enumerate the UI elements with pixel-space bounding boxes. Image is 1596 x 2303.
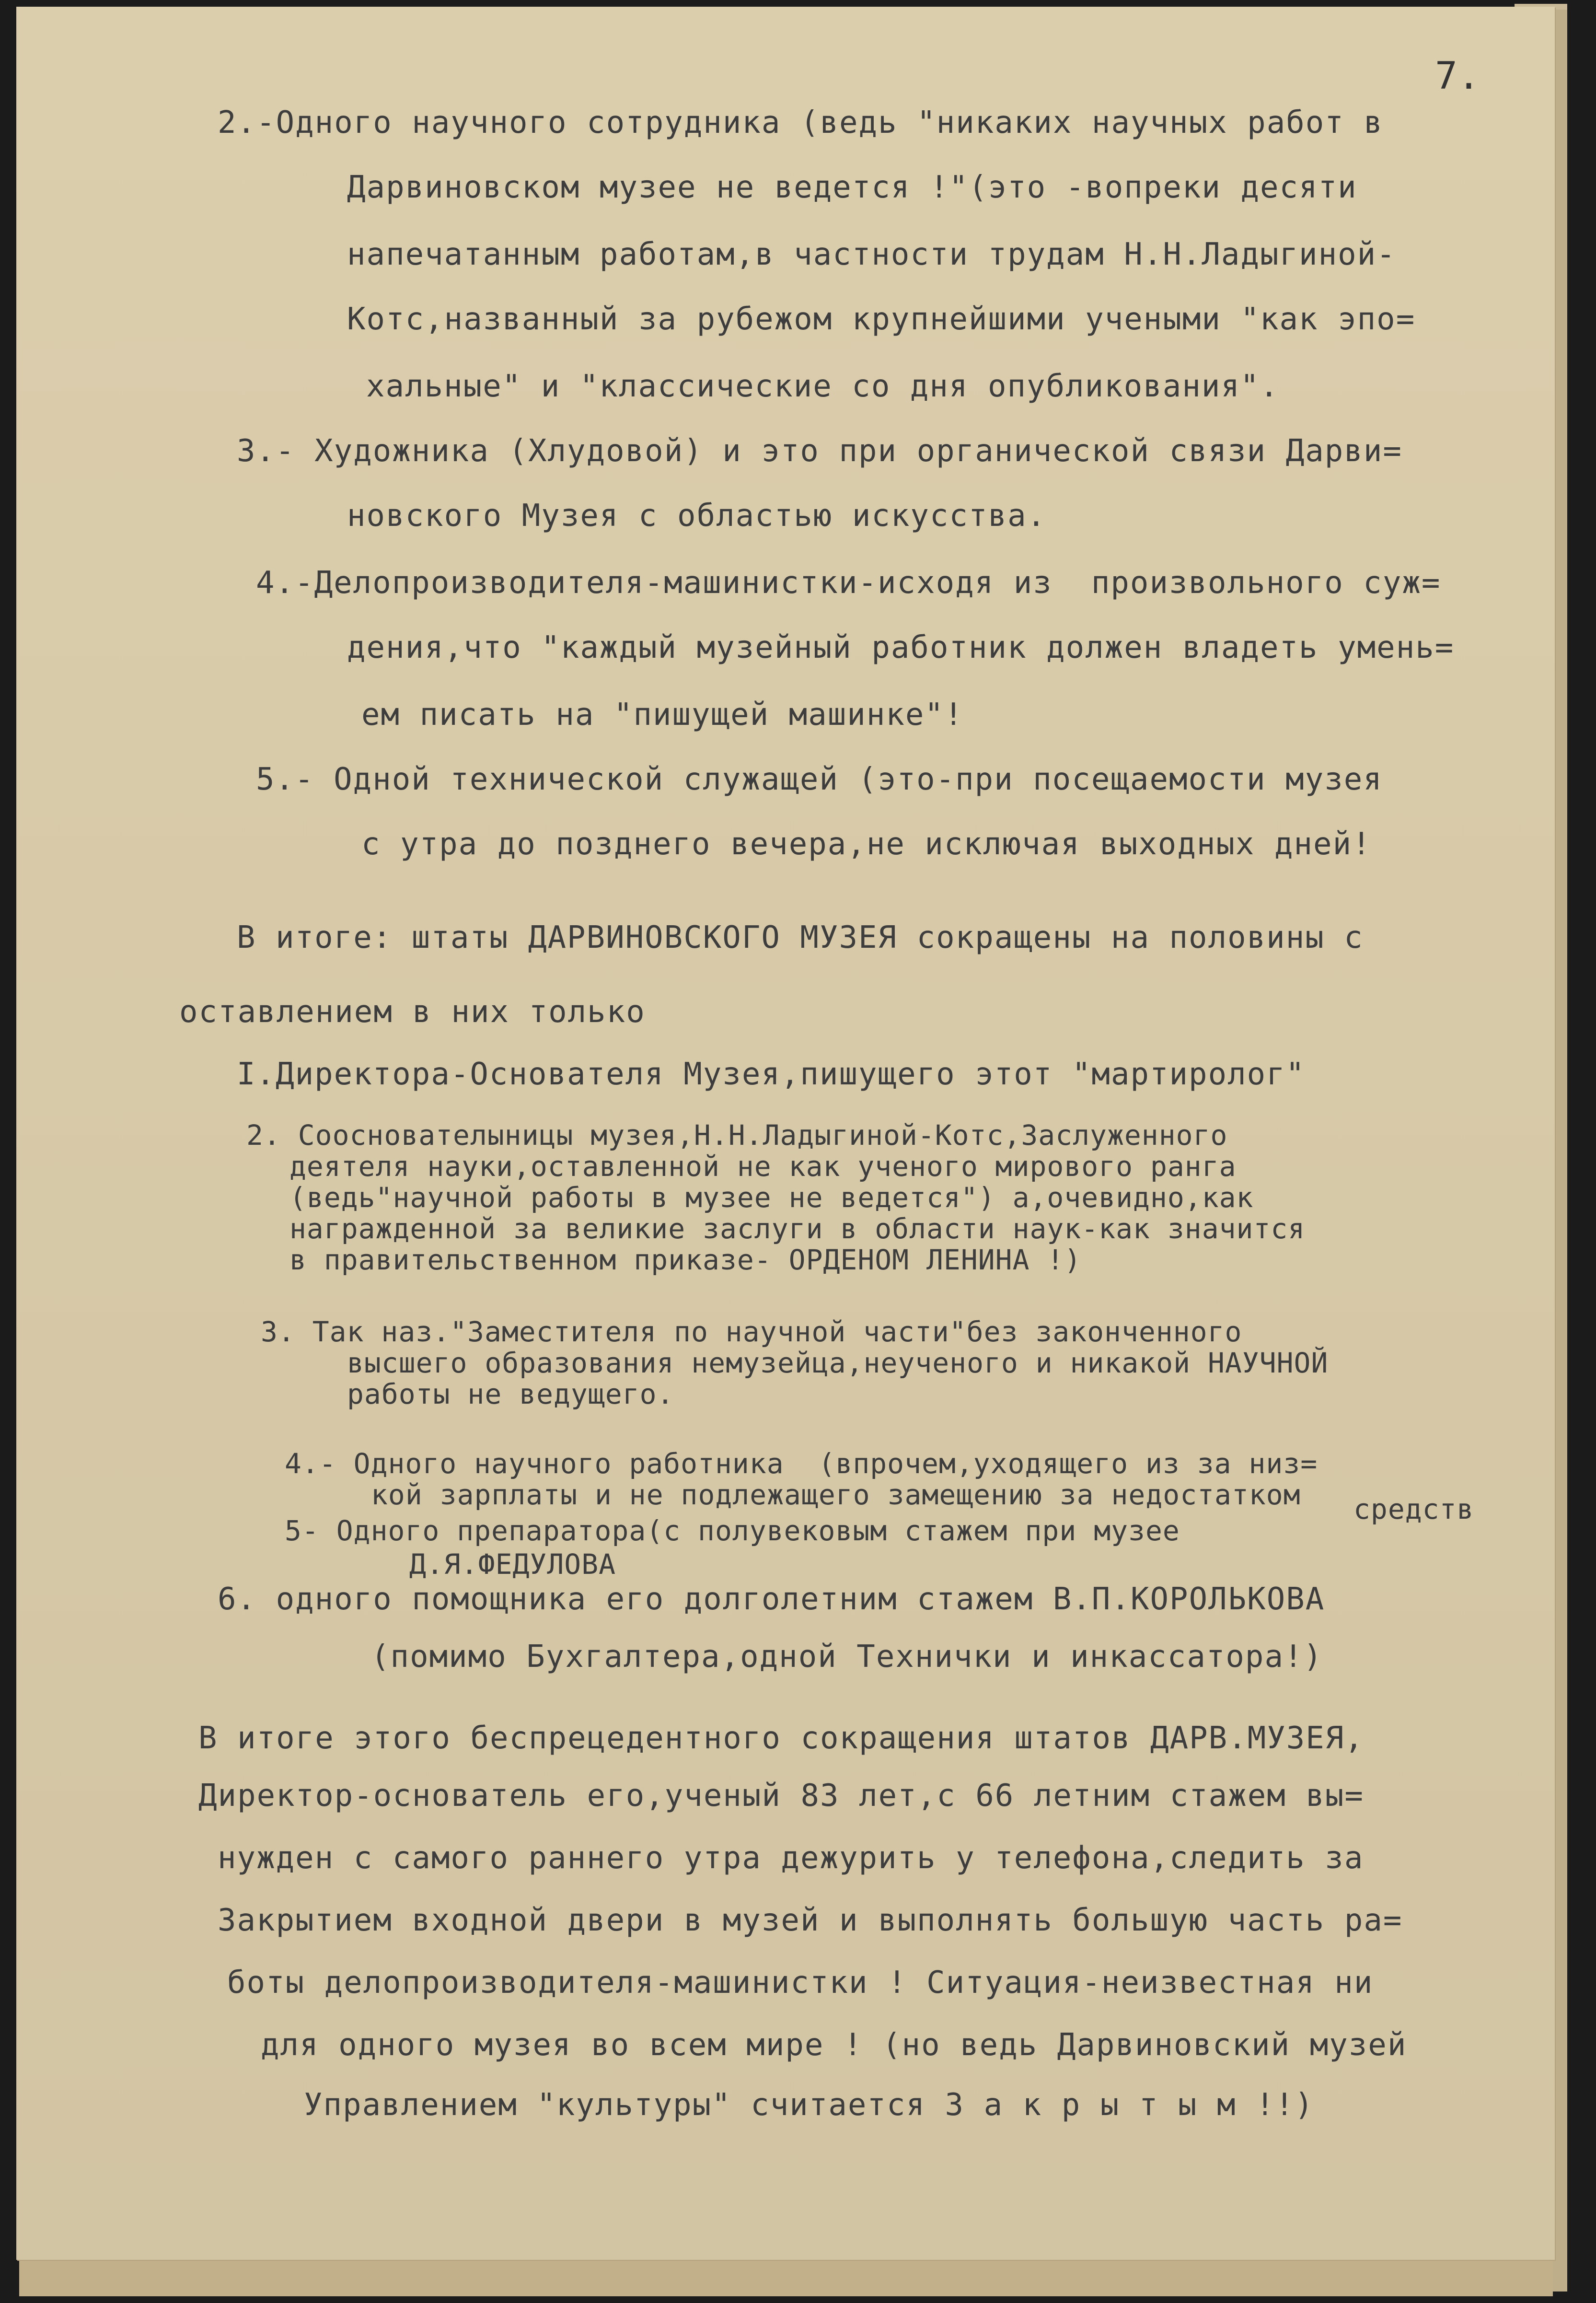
- text-line: (помимо Бухгалтера,одной Технички и инкассатора!): [371, 1639, 1323, 1675]
- text-line: 4.-Делопроизводителя-машинистки-исходя из произвольного суж=: [256, 565, 1441, 601]
- text-line: новского Музея с областью искусства.: [347, 498, 1047, 534]
- text-line: в правительственном приказе- ОРДЕНОМ ЛЕНИНА !): [289, 1244, 1082, 1276]
- text-line: дения,что "каждый музейный работник должен владеть умень=: [347, 630, 1455, 665]
- text-line: Директор-основатель его,ученый 83 лет,с 66 летним стажем вы=: [198, 1778, 1364, 1814]
- text-line: Дарвиновском музее не ведется !"(это -вопреки десяти: [347, 170, 1357, 205]
- text-line: с утра до позднего вечера,не исключая выходных дней!: [361, 826, 1372, 862]
- text-line: кой зарплаты и не подлежащего замещению за недостатком: [371, 1478, 1301, 1511]
- text-line: нужден с самого раннего утра дежурить у телефона,следить за: [218, 1840, 1364, 1876]
- text-line: для одного музея во всем мире ! (но ведь Дарвиновский музей: [261, 2027, 1407, 2063]
- text-line: В итоге этого беспрецедентного сокращения штатов ДАРВ.МУЗЕЯ,: [198, 1721, 1364, 1756]
- text-line: напечатанным работам,в частности трудам Н.Н.Ладыгиной-: [347, 237, 1396, 272]
- text-line: деятеля науки,оставленной не как ученого мирового ранга: [289, 1150, 1237, 1183]
- text-line: I.Директора-Основателя Музея,пишущего этот "мартиролог": [237, 1057, 1306, 1092]
- text-line: высшего образования немузейца,неученого и никакой НАУЧНОЙ: [347, 1347, 1329, 1379]
- text-line: Закрытием входной двери в музей и выполнять большую часть ра=: [218, 1903, 1403, 1938]
- text-line: 6. одного помощника его долголетним стажем В.П.КОРОЛЬКОВА: [218, 1582, 1325, 1617]
- text-line: 3.- Художника (Хлудовой) и это при органической связи Дарви=: [237, 433, 1402, 469]
- text-line: 5- Одного препаратора(с полувековым стажем при музее: [285, 1514, 1180, 1547]
- typewritten-page: [16, 7, 1555, 2260]
- text-line: (ведь"научной работы в музее не ведется") а,очевидно,как: [289, 1181, 1254, 1214]
- text-line: 3. Так наз."Заместителя по научной части"без законченного: [261, 1315, 1242, 1348]
- text-line: 2.-Одного научного сотрудника (ведь "никаких научных работ в: [218, 105, 1383, 140]
- text-line: Котс,названный за рубежом крупнейшими учеными "как эпо=: [347, 302, 1416, 337]
- page-number: 7.: [1435, 55, 1480, 98]
- text-line: средств: [1353, 1493, 1474, 1525]
- text-line: ем писать на "пишущей машинке"!: [361, 697, 964, 733]
- text-line: Д.Я.ФЕДУЛОВА: [409, 1548, 616, 1581]
- text-line: оставлением в них только: [179, 994, 646, 1030]
- text-line: В итоге: штаты ДАРВИНОВСКОГО МУЗЕЯ сокращены на половины с: [237, 920, 1364, 955]
- text-line: работы не ведущего.: [347, 1378, 674, 1410]
- text-line: 4.- Одного научного работника (впрочем,уходящего из за низ=: [285, 1447, 1318, 1480]
- text-line: 2. Сооснователыницы музея,Н.Н.Ладыгиной-Котс,Заслуженного: [246, 1119, 1228, 1152]
- text-line: боты делопроизводителя-машинистки ! Ситуация-неизвестная ни: [227, 1965, 1374, 2001]
- text-line: 5.- Одной технической служащей (это-при посещаемости музея: [256, 762, 1383, 797]
- text-line: награжденной за великие заслуги в области наук-как значится: [289, 1212, 1306, 1245]
- text-line: хальные" и "классические со дня опубликования".: [366, 369, 1279, 404]
- text-line: Управлением "культуры" считается З а к р ы т ы м !!): [304, 2087, 1314, 2123]
